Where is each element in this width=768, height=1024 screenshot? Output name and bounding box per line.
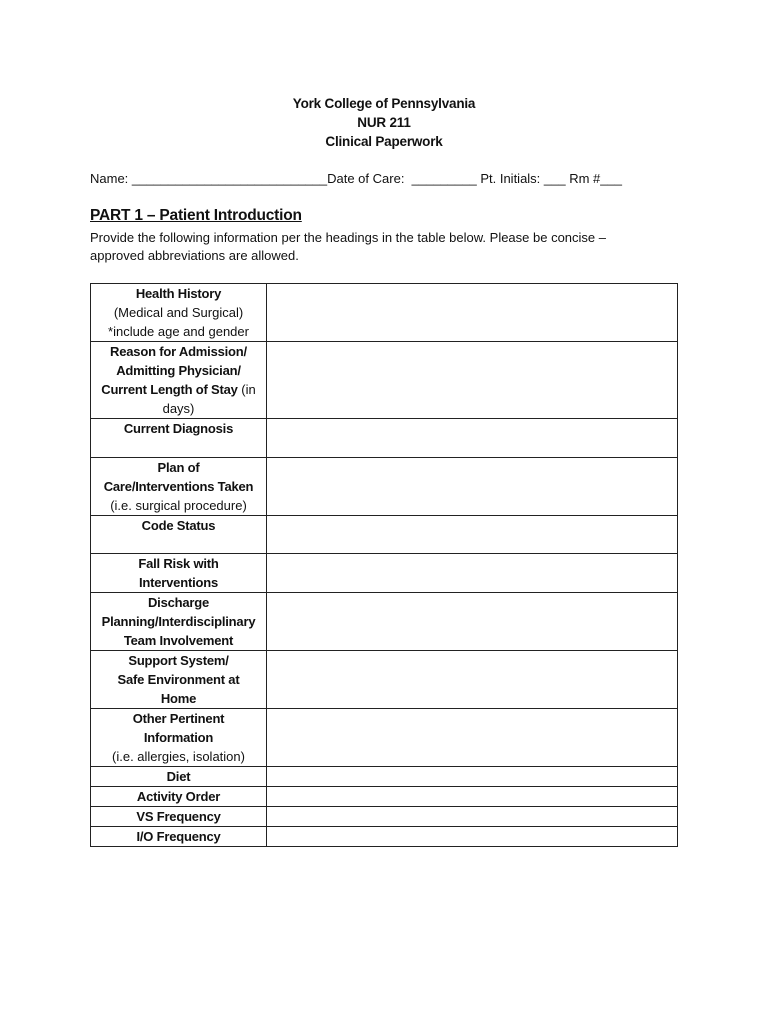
row-value-code-status[interactable] — [267, 516, 678, 554]
instructions-line-1: Provide the following information per the headings in the table below. Please be concise – — [90, 230, 606, 245]
table-row — [91, 709, 678, 767]
row-value-support-system[interactable] — [267, 651, 678, 709]
row-value-io-frequency[interactable] — [267, 827, 678, 847]
row-label-bold: Fall Risk with Interventions — [138, 556, 219, 590]
row-value-activity-order[interactable] — [267, 787, 678, 807]
table-row — [91, 827, 678, 847]
row-label-plan-of-care — [91, 458, 267, 516]
row-label-health-history — [91, 284, 267, 342]
row-label-diet — [91, 767, 267, 787]
table-row — [91, 807, 678, 827]
row-label-note: (in days) — [162, 382, 256, 416]
row-label-io-frequency — [91, 827, 267, 847]
row-value-health-history[interactable] — [267, 284, 678, 342]
row-label-bold: Other Pertinent Information — [132, 711, 225, 745]
table-row — [91, 342, 678, 419]
row-label-other-pertinent — [91, 709, 267, 767]
table-row — [91, 516, 678, 554]
table-row — [91, 767, 678, 787]
table-row — [91, 593, 678, 651]
row-value-current-diagnosis[interactable] — [267, 419, 678, 458]
row-label-bold: Reason for Admission/ Admitting Physician/ Current Length of Stay — [101, 344, 247, 397]
row-label-bold: Activity Order — [136, 789, 221, 804]
row-label-activity-order — [91, 787, 267, 807]
row-label-note: (i.e. allergies, isolation) — [112, 749, 245, 764]
row-value-diet[interactable] — [267, 767, 678, 787]
row-label-code-status — [91, 516, 267, 554]
row-label-fall-risk — [91, 554, 267, 593]
college-name: York College of Pennsylvania — [292, 96, 476, 111]
row-value-reason-for-admission[interactable] — [267, 342, 678, 419]
row-label-note: (Medical and Surgical) *include age and gender — [108, 305, 249, 339]
table-row — [91, 651, 678, 709]
row-label-bold: Current Diagnosis — [123, 421, 234, 436]
row-label-discharge-planning — [91, 593, 267, 651]
row-label-vs-frequency — [91, 807, 267, 827]
row-value-fall-risk[interactable] — [267, 554, 678, 593]
row-value-discharge-planning[interactable] — [267, 593, 678, 651]
row-label-support-system — [91, 651, 267, 709]
patient-fields-line[interactable]: Name: ___________________________Date of Care: _________ Pt. Initials: ___ Rm #___ — [90, 171, 622, 186]
table-row — [91, 458, 678, 516]
row-label-bold: VS Frequency — [136, 809, 221, 824]
row-label-note: (i.e. surgical procedure) — [110, 498, 247, 513]
patient-intro-table — [90, 283, 678, 847]
document-header — [0, 94, 768, 151]
document-title: Clinical Paperwork — [325, 134, 443, 149]
course-code: NUR 211 — [357, 115, 411, 130]
row-label-bold: Discharge Planning/Interdisciplinary Team Involvement — [101, 595, 256, 648]
table-row — [91, 419, 678, 458]
row-value-other-pertinent[interactable] — [267, 709, 678, 767]
row-label-bold: I/O Frequency — [136, 829, 221, 844]
part1-title: PART 1 – Patient Introduction — [90, 207, 302, 224]
row-label-bold: Diet — [166, 769, 191, 784]
part1-instructions — [90, 229, 690, 265]
table-row — [91, 787, 678, 807]
row-label-reason-for-admission — [91, 342, 267, 419]
instructions-line-2: approved abbreviations are allowed. — [90, 248, 299, 263]
row-label-bold: Support System/ Safe Environment at Home — [117, 653, 240, 706]
table-row — [91, 554, 678, 593]
row-value-vs-frequency[interactable] — [267, 807, 678, 827]
row-label-current-diagnosis — [91, 419, 267, 458]
row-label-bold: Plan of Care/Interventions Taken — [103, 460, 254, 494]
row-label-bold: Code Status — [141, 518, 216, 533]
row-value-plan-of-care[interactable] — [267, 458, 678, 516]
row-label-bold: Health History — [135, 286, 222, 301]
table-row — [91, 284, 678, 342]
